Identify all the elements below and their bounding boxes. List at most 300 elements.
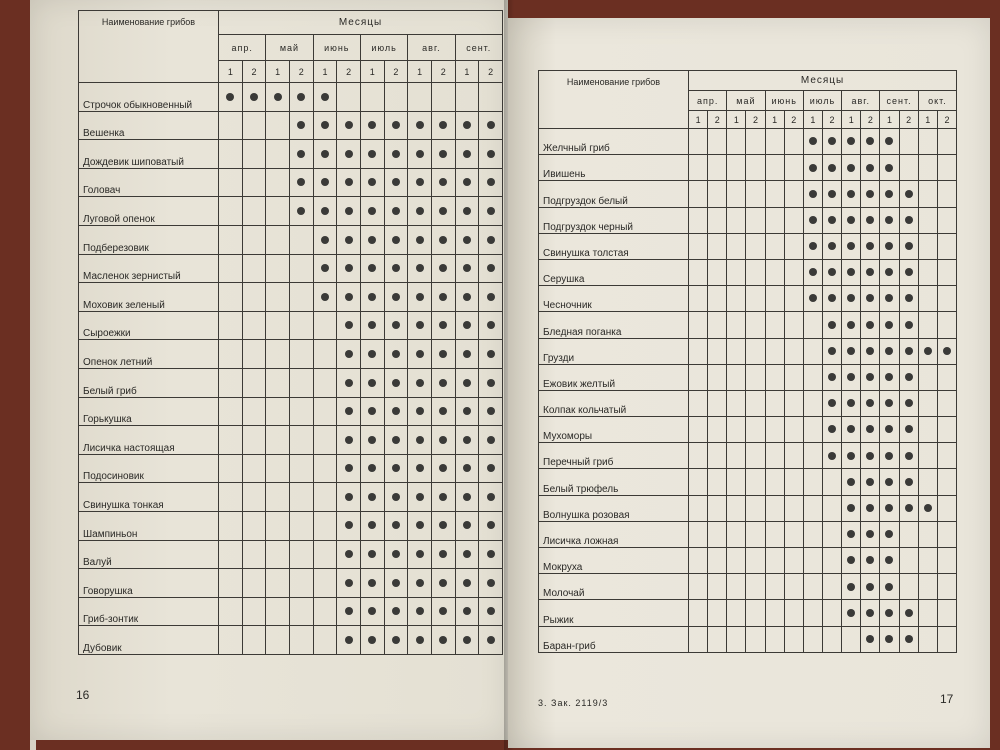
season-cell	[822, 417, 841, 443]
season-dot	[905, 373, 913, 381]
season-cell	[708, 521, 727, 547]
season-dot	[885, 530, 893, 538]
season-cell	[384, 483, 408, 512]
season-cell	[784, 207, 803, 233]
left-page-number: 16	[76, 688, 90, 702]
season-cell	[360, 311, 384, 340]
season-cell	[803, 574, 822, 600]
season-cell	[765, 443, 784, 469]
month-header: сент.	[455, 35, 502, 61]
season-dot	[885, 556, 893, 564]
season-dot	[439, 579, 447, 587]
season-cell	[880, 521, 899, 547]
season-cell	[822, 574, 841, 600]
season-cell	[861, 181, 880, 207]
season-cell	[708, 181, 727, 207]
season-dot	[463, 636, 471, 644]
season-dot	[463, 207, 471, 215]
season-cell	[918, 207, 937, 233]
month-half-header: 2	[822, 111, 841, 129]
season-dot	[368, 550, 376, 558]
mushroom-name: Говорушка	[79, 569, 219, 598]
season-cell	[408, 540, 432, 569]
season-cell	[689, 338, 708, 364]
season-dot	[866, 609, 874, 617]
mushroom-row	[79, 597, 503, 626]
season-cell	[431, 83, 455, 112]
mushroom-row	[79, 454, 503, 483]
mushroom-row	[539, 338, 957, 364]
season-dot	[885, 321, 893, 329]
season-cell	[242, 254, 266, 283]
season-cell	[266, 426, 290, 455]
season-cell	[708, 443, 727, 469]
month-half-header: 1	[360, 61, 384, 83]
mushroom-row	[79, 626, 503, 655]
month-half-header: 2	[431, 61, 455, 83]
season-cell	[727, 443, 746, 469]
season-cell	[937, 600, 956, 626]
season-dot	[828, 294, 836, 302]
season-cell	[842, 259, 861, 285]
season-dot	[463, 407, 471, 415]
season-cell	[937, 521, 956, 547]
mushroom-row	[79, 397, 503, 426]
season-cell	[289, 168, 313, 197]
season-dot	[416, 207, 424, 215]
season-dot	[885, 452, 893, 460]
season-dot	[416, 150, 424, 158]
season-cell	[746, 390, 765, 416]
season-dot	[392, 521, 400, 529]
season-dot	[368, 293, 376, 301]
season-cell	[408, 254, 432, 283]
season-cell	[899, 312, 918, 338]
month-half-header: 2	[384, 61, 408, 83]
season-cell	[842, 364, 861, 390]
season-cell	[727, 600, 746, 626]
season-dot	[885, 399, 893, 407]
month-half-header: 2	[289, 61, 313, 83]
season-cell	[765, 600, 784, 626]
season-cell	[431, 168, 455, 197]
season-cell	[803, 495, 822, 521]
season-cell	[360, 483, 384, 512]
season-dot	[368, 236, 376, 244]
season-cell	[765, 259, 784, 285]
season-dot	[416, 350, 424, 358]
season-cell	[784, 233, 803, 259]
season-dot	[828, 399, 836, 407]
season-cell	[431, 397, 455, 426]
season-cell	[842, 417, 861, 443]
season-cell	[242, 368, 266, 397]
mushroom-row	[79, 340, 503, 369]
season-cell	[455, 225, 479, 254]
season-cell	[431, 483, 455, 512]
season-cell	[803, 181, 822, 207]
season-cell	[360, 168, 384, 197]
season-cell	[880, 417, 899, 443]
season-dot	[416, 178, 424, 186]
month-half-header: 1	[918, 111, 937, 129]
season-dot	[809, 164, 817, 172]
mushroom-row	[79, 254, 503, 283]
season-cell	[842, 338, 861, 364]
season-cell	[822, 390, 841, 416]
season-dot	[905, 268, 913, 276]
season-dot	[828, 242, 836, 250]
season-cell	[727, 390, 746, 416]
season-cell	[431, 197, 455, 226]
season-cell	[219, 626, 243, 655]
season-dot	[866, 530, 874, 538]
season-cell	[727, 521, 746, 547]
season-cell	[727, 286, 746, 312]
season-dot	[297, 93, 305, 101]
season-dot	[847, 137, 855, 145]
season-dot	[487, 207, 495, 215]
mushroom-row	[79, 197, 503, 226]
season-cell	[784, 443, 803, 469]
mushroom-row	[539, 417, 957, 443]
season-cell	[899, 181, 918, 207]
season-cell	[337, 597, 361, 626]
season-cell	[408, 225, 432, 254]
season-cell	[289, 454, 313, 483]
season-dot	[847, 190, 855, 198]
season-cell	[289, 511, 313, 540]
season-dot	[847, 321, 855, 329]
mushroom-name: Шампиньон	[79, 511, 219, 540]
season-cell	[242, 397, 266, 426]
season-cell	[918, 469, 937, 495]
month-half-header: 2	[337, 61, 361, 83]
season-dot	[487, 178, 495, 186]
season-cell	[899, 521, 918, 547]
season-cell	[360, 225, 384, 254]
season-cell	[337, 626, 361, 655]
season-dot	[439, 550, 447, 558]
season-cell	[384, 225, 408, 254]
season-cell	[880, 181, 899, 207]
season-cell	[784, 181, 803, 207]
season-cell	[479, 225, 503, 254]
season-cell	[242, 483, 266, 512]
month-header: авг.	[408, 35, 455, 61]
season-cell	[431, 225, 455, 254]
season-cell	[708, 600, 727, 626]
mushroom-name: Головач	[79, 168, 219, 197]
mushroom-row	[79, 540, 503, 569]
season-dot	[392, 150, 400, 158]
mushroom-name: Свинушка тонкая	[79, 483, 219, 512]
season-dot	[847, 530, 855, 538]
season-dot	[905, 216, 913, 224]
season-cell	[765, 338, 784, 364]
season-cell	[431, 140, 455, 169]
season-dot	[463, 493, 471, 501]
season-cell	[746, 443, 765, 469]
mushroom-name: Рыжик	[539, 600, 689, 626]
season-dot	[345, 178, 353, 186]
season-dot	[345, 236, 353, 244]
season-dot	[345, 550, 353, 558]
season-cell	[784, 417, 803, 443]
season-cell	[803, 338, 822, 364]
season-cell	[455, 140, 479, 169]
season-cell	[937, 207, 956, 233]
season-cell	[337, 311, 361, 340]
season-cell	[861, 548, 880, 574]
season-cell	[360, 397, 384, 426]
season-cell	[899, 495, 918, 521]
season-cell	[937, 443, 956, 469]
season-dot	[368, 464, 376, 472]
season-cell	[266, 83, 290, 112]
season-cell	[266, 454, 290, 483]
season-cell	[822, 443, 841, 469]
season-dot	[866, 478, 874, 486]
season-cell	[313, 483, 337, 512]
season-cell	[289, 197, 313, 226]
season-dot	[345, 493, 353, 501]
season-cell	[746, 364, 765, 390]
season-cell	[689, 233, 708, 259]
season-dot	[416, 379, 424, 387]
season-dot	[345, 464, 353, 472]
season-dot	[847, 294, 855, 302]
month-half-header: 1	[765, 111, 784, 129]
season-cell	[455, 397, 479, 426]
season-dot	[905, 609, 913, 617]
season-cell	[803, 233, 822, 259]
season-cell	[765, 390, 784, 416]
season-cell	[880, 364, 899, 390]
season-cell	[689, 600, 708, 626]
season-cell	[337, 83, 361, 112]
season-cell	[689, 469, 708, 495]
season-cell	[918, 626, 937, 652]
season-dot	[345, 150, 353, 158]
season-cell	[479, 111, 503, 140]
season-cell	[822, 548, 841, 574]
season-cell	[360, 283, 384, 312]
season-dot	[345, 636, 353, 644]
season-cell	[918, 181, 937, 207]
season-dot	[828, 373, 836, 381]
season-cell	[765, 233, 784, 259]
season-dot	[416, 607, 424, 615]
season-cell	[822, 521, 841, 547]
season-dot	[439, 521, 447, 529]
month-half-header: 2	[242, 61, 266, 83]
season-cell	[918, 129, 937, 155]
season-cell	[313, 83, 337, 112]
season-dot	[297, 178, 305, 186]
season-dot	[439, 350, 447, 358]
season-cell	[899, 129, 918, 155]
print-order-imprint: 3. Зак. 2119/3	[538, 698, 609, 708]
season-cell	[408, 511, 432, 540]
season-cell	[219, 426, 243, 455]
season-dot	[416, 550, 424, 558]
season-cell	[219, 225, 243, 254]
season-dot	[828, 190, 836, 198]
season-dot	[828, 137, 836, 145]
mushroom-row	[539, 495, 957, 521]
season-cell	[937, 312, 956, 338]
season-cell	[803, 390, 822, 416]
season-cell	[479, 597, 503, 626]
mushroom-row	[539, 469, 957, 495]
season-cell	[689, 286, 708, 312]
season-cell	[313, 426, 337, 455]
season-dot	[905, 635, 913, 643]
season-cell	[899, 233, 918, 259]
season-cell	[360, 540, 384, 569]
season-dot	[847, 268, 855, 276]
season-cell	[479, 626, 503, 655]
season-dot	[487, 379, 495, 387]
season-cell	[880, 495, 899, 521]
mushroom-row	[539, 286, 957, 312]
season-cell	[479, 511, 503, 540]
season-dot	[463, 350, 471, 358]
season-dot	[847, 347, 855, 355]
season-cell	[803, 548, 822, 574]
season-dot	[392, 407, 400, 415]
mushroom-name: Колпак кольчатый	[539, 390, 689, 416]
season-dot	[487, 321, 495, 329]
season-cell	[861, 364, 880, 390]
month-header: июнь	[313, 35, 360, 61]
month-half-header: 1	[689, 111, 708, 129]
season-dot	[321, 293, 329, 301]
season-cell	[242, 140, 266, 169]
season-dot	[392, 207, 400, 215]
month-half-header: 1	[455, 61, 479, 83]
mushroom-name: Грузди	[539, 338, 689, 364]
season-cell	[242, 111, 266, 140]
season-cell	[861, 469, 880, 495]
season-cell	[708, 626, 727, 652]
season-cell	[880, 338, 899, 364]
mushroom-row	[539, 233, 957, 259]
season-cell	[266, 311, 290, 340]
season-cell	[242, 426, 266, 455]
season-cell	[431, 340, 455, 369]
season-cell	[746, 626, 765, 652]
mushroom-name: Дождевик шиповатый	[79, 140, 219, 169]
season-dot	[416, 493, 424, 501]
season-dot	[828, 321, 836, 329]
name-column-header: Наименование грибов	[79, 11, 219, 83]
season-dot	[866, 216, 874, 224]
season-cell	[289, 340, 313, 369]
season-cell	[708, 129, 727, 155]
season-cell	[431, 597, 455, 626]
mushroom-name: Горькушка	[79, 397, 219, 426]
season-cell	[384, 83, 408, 112]
season-dot	[924, 347, 932, 355]
season-cell	[822, 155, 841, 181]
season-dot	[439, 607, 447, 615]
season-cell	[746, 129, 765, 155]
season-cell	[384, 311, 408, 340]
season-dot	[439, 321, 447, 329]
season-dot	[885, 242, 893, 250]
season-cell	[289, 569, 313, 598]
season-cell	[242, 597, 266, 626]
mushroom-row	[539, 574, 957, 600]
season-cell	[242, 283, 266, 312]
month-half-header: 2	[784, 111, 803, 129]
season-cell	[219, 168, 243, 197]
season-cell	[384, 626, 408, 655]
season-dot	[463, 464, 471, 472]
season-cell	[708, 207, 727, 233]
season-cell	[746, 155, 765, 181]
mushroom-row	[539, 259, 957, 285]
season-cell	[746, 600, 765, 626]
season-dot	[416, 236, 424, 244]
season-cell	[360, 626, 384, 655]
season-cell	[219, 197, 243, 226]
season-dot	[368, 521, 376, 529]
season-cell	[842, 443, 861, 469]
season-cell	[219, 83, 243, 112]
season-cell	[842, 207, 861, 233]
season-cell	[337, 569, 361, 598]
mushroom-row	[539, 364, 957, 390]
season-dot	[847, 478, 855, 486]
season-dot	[885, 268, 893, 276]
mushroom-name: Луговой опенок	[79, 197, 219, 226]
season-dot	[866, 556, 874, 564]
mushroom-row	[539, 312, 957, 338]
season-cell	[899, 417, 918, 443]
mushroom-name: Баран-гриб	[539, 626, 689, 652]
mushroom-name: Свинушка толстая	[539, 233, 689, 259]
season-cell	[727, 259, 746, 285]
season-cell	[822, 312, 841, 338]
season-cell	[455, 83, 479, 112]
season-cell	[337, 254, 361, 283]
season-cell	[455, 511, 479, 540]
season-dot	[392, 436, 400, 444]
season-cell	[266, 111, 290, 140]
season-dot	[809, 242, 817, 250]
season-cell	[880, 390, 899, 416]
season-cell	[289, 225, 313, 254]
season-cell	[689, 548, 708, 574]
season-cell	[337, 111, 361, 140]
season-cell	[266, 511, 290, 540]
season-cell	[266, 197, 290, 226]
season-cell	[937, 155, 956, 181]
season-cell	[822, 129, 841, 155]
season-cell	[266, 540, 290, 569]
month-half-header: 1	[266, 61, 290, 83]
season-cell	[708, 495, 727, 521]
season-cell	[479, 311, 503, 340]
season-cell	[479, 197, 503, 226]
season-cell	[937, 574, 956, 600]
season-cell	[455, 626, 479, 655]
season-dot	[368, 121, 376, 129]
season-dot	[392, 293, 400, 301]
